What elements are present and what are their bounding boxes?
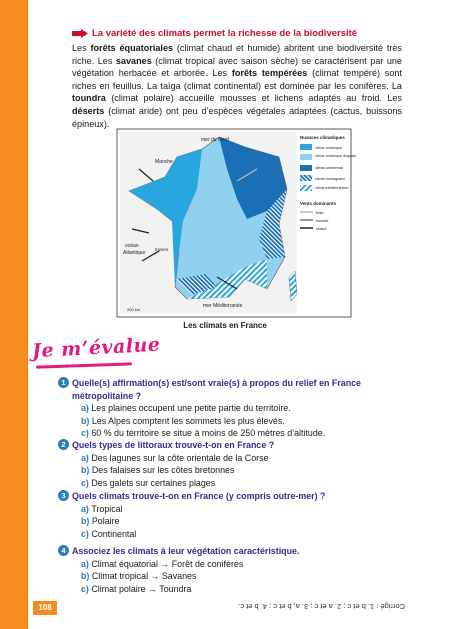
question-4 — [61, 545, 402, 595]
legend-cold: froid — [316, 211, 324, 215]
option-text: 60 % du territoire se situe à moins de 250 mètres d’altitude. — [91, 428, 326, 438]
option-text: Climat polaire → Toundra — [91, 583, 192, 594]
answer-option — [81, 570, 402, 583]
option-letter: b) — [81, 465, 92, 475]
answer-option — [81, 583, 402, 596]
answer-option — [81, 415, 402, 428]
option-letter: c) — [81, 428, 92, 438]
legend-humid: humide — [316, 219, 329, 223]
legend-continental: climat continental — [315, 166, 343, 170]
label-manche: Manche — [155, 159, 173, 165]
section-heading — [72, 28, 357, 39]
paragraph-text: (climat chaud et humide) abritent une biodiversité très riche. Les — [72, 43, 402, 66]
option-text: Polaire — [91, 516, 120, 526]
bold-term: forêts tempérées — [231, 68, 308, 79]
paragraph-text: (climat tempéré) sont riches en feuillus. La taïga (climat continental) est dominée par les conifères. La — [72, 68, 402, 91]
option-text: Climat tropical → Savanes — [91, 571, 197, 581]
bold-term: déserts — [72, 105, 105, 116]
evaluation-title: Je m’évalue — [31, 333, 161, 363]
legend-hot: chaud — [316, 227, 327, 231]
answer-key: Corrigé : 1. b et c ; 2. a et c ; 3. a, b et c ; 4. b et c. — [238, 602, 405, 611]
title-underline — [36, 362, 132, 368]
paragraph-text: (climat tropical avec saison sèche) se caractérisent par une végétation herbacée et arborée. Les — [72, 55, 402, 79]
question-title: Associez les climats à leur végétation caractéristique. — [72, 546, 300, 556]
option-text: Continental — [91, 528, 137, 539]
question-number-badge: 3 — [58, 490, 69, 501]
option-letter: b) — [81, 571, 92, 581]
bold-term: toundra — [72, 93, 106, 104]
question-title: Quels types de littoraux trouve-t-on en France ? — [72, 440, 275, 450]
label-med: mer Méditerranée — [203, 303, 243, 309]
question-2 — [61, 439, 402, 489]
paragraph-text: (climat polaire) accueille mousses et lichens adaptés au froid. Les — [105, 93, 402, 104]
map-caption: Les climats en France — [183, 321, 267, 330]
question-number-badge: 2 — [58, 439, 69, 450]
page-number: 108 — [33, 601, 57, 615]
option-letter: c) — [81, 528, 92, 539]
bold-term: forêts équatoriales — [90, 43, 174, 53]
label-ocean: océan — [125, 243, 139, 249]
option-letter: a) — [81, 403, 92, 413]
heading-text: La variété des climats permet la richesse de la biodiversité — [92, 28, 358, 39]
label-travers: travers — [155, 247, 169, 252]
option-letter: b) — [81, 415, 92, 426]
legend-winds-title: Vents dominants — [300, 201, 337, 206]
answer-option — [81, 464, 402, 477]
answer-option — [81, 515, 402, 528]
answer-option — [81, 503, 402, 516]
question-title: Quels climats trouve-t-on en France (y compris outre-mer) ? — [72, 491, 326, 501]
body-paragraph — [72, 42, 402, 130]
question-1 — [61, 377, 402, 440]
answer-option — [81, 452, 402, 465]
answer-option — [81, 402, 402, 415]
option-letter: c) — [81, 583, 92, 594]
option-text: Les plaines occupent une petite partie du territoire. — [91, 403, 291, 413]
option-text: Des lagunes sur la côte orientale de la Corse — [91, 452, 269, 463]
paragraph-text: Les — [72, 43, 91, 53]
option-letter: a) — [81, 503, 92, 514]
label-atlantique: Atlantique — [123, 250, 146, 256]
question-number-badge: 4 — [58, 545, 69, 556]
legend-mediterranean: climat méditerranéen — [315, 186, 349, 190]
answer-option — [81, 477, 402, 490]
option-text: Tropical — [91, 503, 123, 514]
question-3 — [61, 490, 402, 540]
legend-mountain: climat montagnard — [315, 177, 345, 181]
legend-oceanic: climat océanique — [315, 146, 342, 150]
legend-oceanic-degraded: climat océanique dégradé — [315, 154, 357, 158]
option-text: Les Alpes comptent les sommets les plus élevés. — [91, 415, 285, 426]
side-band — [0, 0, 28, 629]
option-letter: a) — [81, 452, 92, 463]
label-scale: 200 km — [127, 307, 141, 312]
option-letter: a) — [81, 558, 92, 569]
bold-term: savanes — [115, 55, 152, 66]
option-text: Climat équatorial → Forêt de conifères — [91, 558, 244, 569]
option-letter: b) — [81, 516, 92, 526]
answer-option — [81, 528, 402, 541]
arrow-icon — [72, 29, 88, 38]
question-title: Quelle(s) affirmation(s) est/sont vraie(s) à propos du relief en France métropolitaine ? — [72, 378, 361, 401]
legend-climates-title: Nuances climatiques — [300, 135, 345, 140]
option-letter: c) — [81, 477, 92, 488]
answer-option — [81, 427, 402, 440]
question-number-badge: 1 — [58, 377, 69, 388]
option-text: Des galets sur certaines plages — [91, 477, 216, 488]
answer-option — [81, 558, 402, 571]
label-north-sea: mer du Nord — [201, 137, 229, 143]
climate-map — [117, 129, 357, 317]
option-text: Des falaises sur les côtes bretonnes — [91, 465, 235, 475]
paragraph-text: (climat aride) ont peu d’espèces végétales adaptées (cactus, buissons épineux). — [72, 105, 402, 129]
